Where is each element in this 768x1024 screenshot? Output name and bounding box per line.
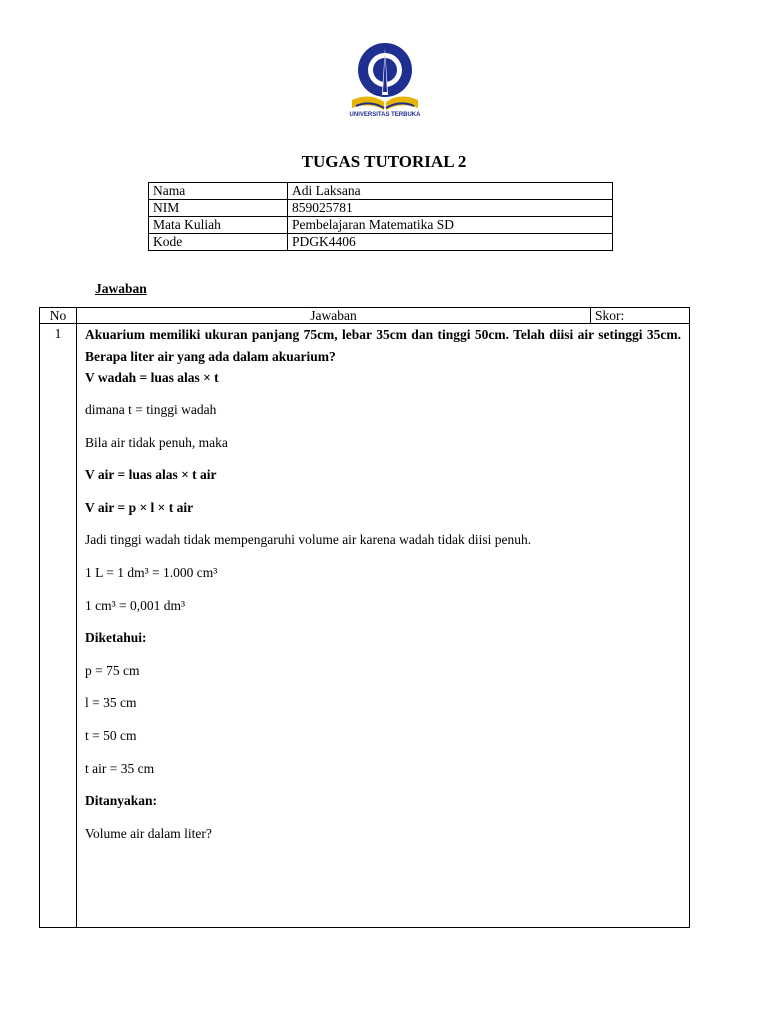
answer-line: p = 75 cm: [85, 662, 140, 678]
page-title: TUGAS TUTORIAL 2: [301, 152, 467, 171]
answer-header-row: [40, 308, 690, 324]
answer-line: V wadah = luas alas × t: [85, 370, 219, 385]
header-skor: Skor:: [591, 308, 690, 324]
answer-line: t air = 35 cm: [85, 760, 155, 776]
answer-line: Ditanyakan:: [85, 793, 158, 809]
student-info-table: [148, 182, 613, 251]
row-number: 1: [40, 324, 77, 928]
answer-line: Jadi tinggi wadah tidak mempengaruhi volume air karena wadah tidak diisi penuh.: [85, 532, 532, 548]
info-value: PDGK4406: [288, 234, 613, 251]
answer-line: dimana t = tinggi wadah: [85, 402, 217, 417]
answer-line: Bila air tidak penuh, maka: [85, 434, 228, 450]
info-row: [149, 217, 613, 234]
answer-line: Diketahui:: [85, 630, 147, 646]
answer-line: l = 35 cm: [85, 695, 137, 711]
answer-line: Volume air dalam liter?: [85, 825, 212, 841]
answer-line: t = 50 cm: [85, 727, 137, 743]
answer-line: 1 cm³ = 0,001 dm³: [85, 597, 186, 613]
answer-line: V air = luas alas × t air: [85, 467, 217, 483]
info-row: [149, 200, 613, 217]
info-value: 859025781: [288, 200, 613, 217]
section-heading: Jawaban: [95, 281, 147, 296]
answer-row: [40, 324, 690, 928]
question-text: Akuarium memiliki ukuran panjang 75cm, lebar 35cm dan tinggi 50cm. Telah diisi air setinggi 35cm. Berapa liter air yang ada dalam akuarium?: [85, 327, 681, 364]
info-key: Mata Kuliah: [149, 217, 288, 234]
answer-line: V air = p × l × t air: [85, 499, 194, 515]
info-key: Nama: [149, 183, 288, 200]
info-row: [149, 234, 613, 251]
info-value: Adi Laksana: [288, 183, 613, 200]
info-key: NIM: [149, 200, 288, 217]
info-key: Kode: [149, 234, 288, 251]
answer-line: 1 L = 1 dm³ = 1.000 cm³: [85, 564, 218, 580]
header-no: No: [40, 308, 77, 324]
info-value: Pembelajaran Matematika SD: [288, 217, 613, 234]
logo-caption: UNIVERSITAS TERBUKA: [349, 112, 421, 118]
answer-table: [39, 307, 690, 928]
answer-content: [77, 324, 690, 928]
header-jawaban: Jawaban: [77, 308, 591, 324]
info-row: [149, 183, 613, 200]
university-logo: [340, 40, 430, 120]
